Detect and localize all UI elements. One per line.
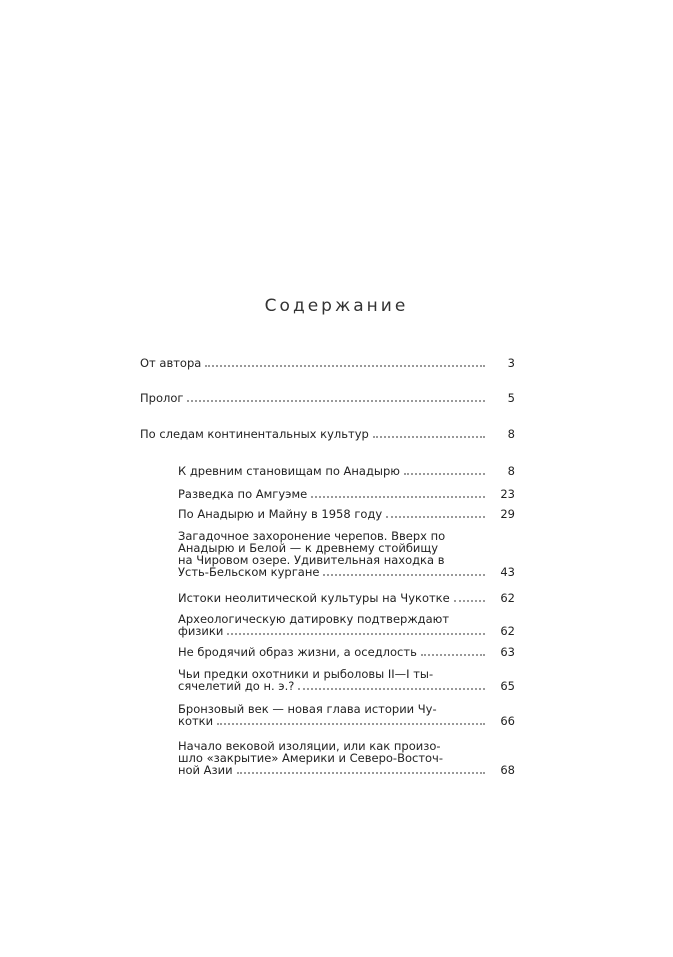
toc-entry-text: Начало вековой изоляции, или как произо-: [178, 739, 441, 753]
dot-leader: [205, 365, 485, 367]
toc-subentry: [178, 530, 515, 578]
toc-entry-text: Усть-Бельском кургане: [178, 565, 320, 579]
dot-leader: [311, 496, 485, 498]
toc-entry-text: Не бродячий образ жизни, а оседлость: [178, 645, 417, 659]
toc-page-number: 8: [507, 464, 515, 478]
dot-leader: [386, 516, 485, 518]
toc-page-number: 8: [507, 427, 515, 441]
toc-entry-text: По следам континентальных культур: [140, 427, 369, 441]
toc-page-number: 3: [507, 356, 515, 370]
toc-page-number: 63: [500, 645, 515, 659]
dot-leader: [227, 633, 485, 635]
toc-entry-text: Анадырю и Белой — к древнему стойбищу: [178, 541, 439, 555]
toc-entry-po-sledam: [140, 428, 515, 440]
toc-entry-text: От автора: [140, 356, 202, 370]
toc-page-number: 68: [500, 763, 515, 777]
toc-subentry: [178, 592, 515, 604]
toc-entry-prolog: [140, 392, 515, 404]
toc-subentry: [178, 646, 515, 658]
toc-subentry: [178, 508, 515, 520]
toc-entry-text: Истоки неолитической культуры на Чукотке: [178, 591, 450, 605]
toc-page-number: 5: [507, 391, 515, 405]
toc-page-number: 62: [500, 624, 515, 638]
dot-leader: [298, 688, 485, 690]
toc-page-number: 23: [500, 487, 515, 501]
dot-leader: [187, 400, 485, 402]
toc-page-number: 29: [500, 507, 515, 521]
toc-entry-text: К древним становищам по Анадырю: [178, 464, 400, 478]
dot-leader: [323, 574, 485, 576]
toc-entry-ot-avtora: [140, 357, 515, 369]
dot-leader: [373, 436, 485, 438]
toc-entry-text: физики: [178, 624, 224, 638]
dot-leader: [454, 600, 485, 602]
dot-leader: [421, 654, 485, 656]
toc-page-number: 62: [500, 591, 515, 605]
toc-entry-text: Разведка по Амгуэме: [178, 487, 308, 501]
toc-page-number: 65: [500, 679, 515, 693]
toc-entry-text: Археологическую датировку подтверждают: [178, 612, 450, 626]
dot-leader: [237, 772, 485, 774]
toc-entry-text: шло «закрытие» Америки и Северо-Восточ-: [178, 751, 443, 765]
dot-leader: [217, 723, 485, 725]
toc-subentry: [178, 488, 515, 500]
toc-page-number: 66: [500, 714, 515, 728]
toc-subentry: [178, 668, 515, 692]
toc-subentry: [178, 740, 515, 776]
toc-entry-text: котки: [178, 714, 214, 728]
toc-entry-text: Загадочное захоронение черепов. Вверх по: [178, 529, 446, 543]
toc-entry-text: сячелетий до н. э.?: [178, 679, 295, 693]
page-title: Содержание: [264, 296, 409, 316]
toc-page-number: 43: [500, 565, 515, 579]
toc-subentry: [178, 703, 515, 727]
dot-leader: [404, 473, 485, 475]
toc-entry-text: на Чировом озере. Удивительная находка в: [178, 553, 445, 567]
toc-subentry: [178, 613, 515, 637]
toc-entry-text: Чьи предки охотники и рыболовы II—I ты-: [178, 667, 434, 681]
toc-entry-text: Бронзовый век — новая глава истории Чу-: [178, 702, 437, 716]
toc-subentry: [178, 465, 515, 477]
toc-entry-text: Пролог: [140, 391, 184, 405]
toc-entry-text: По Анадырю и Майну в 1958 году: [178, 507, 383, 521]
toc-entry-text: ной Азии: [178, 763, 233, 777]
